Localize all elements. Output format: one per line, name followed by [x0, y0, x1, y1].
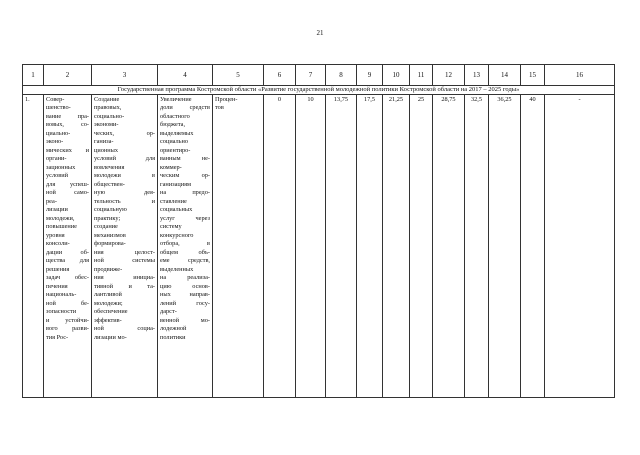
indicator-cell — [158, 95, 213, 398]
text-line: ционных — [94, 146, 119, 154]
indicator-value: 17,5 — [363, 96, 376, 103]
row-number-cell — [23, 95, 44, 398]
column-number: 16 — [545, 65, 615, 86]
text-line: ной социа- — [94, 325, 155, 333]
text-line: условий — [46, 172, 68, 180]
text-line: венной мо- — [160, 316, 210, 324]
text-line: услуг через — [160, 214, 210, 222]
column-number: 15 — [521, 65, 545, 86]
text-line: доли средств — [160, 104, 210, 112]
text-line: ния инициа- — [94, 274, 155, 282]
text-line: ческих, ор- — [94, 129, 155, 137]
value-cell — [357, 95, 383, 398]
text-line: ганиза- — [94, 138, 114, 146]
text-line: ную дея- — [94, 189, 155, 197]
text-line: циально- — [46, 129, 71, 137]
column-number: 5 — [213, 65, 264, 86]
text-line: дарст- — [160, 308, 177, 316]
text-line: ческим ор- — [160, 172, 210, 180]
text-line: тов — [215, 104, 224, 112]
text-line: молодежи; — [94, 299, 123, 307]
text-line: продвиже- — [94, 265, 123, 273]
text-line: коммер- — [160, 163, 182, 171]
indicator-value-final: - — [578, 96, 581, 103]
task-cell — [44, 95, 92, 398]
text-line: уровня — [46, 231, 65, 239]
column-number: 10 — [383, 65, 410, 86]
indicator-value: 21,25 — [388, 96, 404, 103]
text-line: лизации мо- — [94, 333, 127, 341]
text-line: ной системы — [94, 257, 155, 265]
column-number: 4 — [158, 65, 213, 86]
text-line: дации об- — [46, 248, 89, 256]
text-line: лодежной — [160, 325, 187, 333]
text-line: лений госу- — [160, 299, 210, 307]
text-line: формирова- — [94, 240, 126, 248]
text-line: зопасности — [46, 308, 77, 316]
text-line: лантливой — [94, 291, 122, 299]
text-line: молодежи, — [46, 214, 75, 222]
program-title: Государственная программа Костромской области «Развитие государственной молодежной политики Костромской области на 2017 – 2025 годы» — [23, 86, 615, 95]
text-line: социально- — [94, 112, 125, 120]
text-line: цию основ- — [160, 282, 210, 290]
column-number: 14 — [489, 65, 521, 86]
text-line: экономи- — [94, 121, 119, 129]
text-line: шенство- — [46, 104, 71, 112]
text-line: молодежи в — [94, 172, 155, 180]
text-line: тельность и — [94, 197, 155, 205]
text-line: ной бе- — [46, 299, 89, 307]
text-line: для успеш- — [46, 180, 89, 188]
text-line: повышение — [46, 223, 77, 231]
indicator-text — [158, 95, 212, 343]
value-cell — [489, 95, 521, 398]
text-line: консоли- — [46, 240, 70, 248]
column-number: 6 — [264, 65, 296, 86]
text-line: лизации — [46, 206, 68, 214]
text-line: эконо- — [46, 138, 64, 146]
table-row — [23, 95, 615, 398]
text-line: ванным не- — [160, 155, 210, 163]
unit-cell — [213, 95, 264, 398]
value-cell — [545, 95, 615, 398]
text-line: областного — [160, 112, 190, 120]
text-line: ганизациям — [160, 180, 192, 188]
text-line: Увеличение — [160, 96, 192, 103]
row-number: 1. — [25, 96, 30, 103]
text-line: условий для — [94, 155, 155, 163]
text-line: ставление — [160, 197, 187, 205]
text-line: печения — [46, 282, 68, 290]
indicator-value: 0 — [277, 96, 282, 103]
text-line: тивной и та- — [94, 282, 155, 290]
text-line: вовлечения — [94, 163, 125, 171]
text-line: выделяемых — [160, 129, 194, 137]
indicator-value: 40 — [529, 96, 536, 103]
column-number: 2 — [44, 65, 92, 86]
value-cell — [410, 95, 433, 398]
text-line: на предо- — [160, 189, 210, 197]
column-number: 9 — [357, 65, 383, 86]
text-line: обеспечение — [94, 308, 128, 316]
goal-cell — [92, 95, 158, 398]
text-line: социально — [160, 138, 189, 146]
goal-text — [92, 95, 157, 343]
text-line: механизмов — [94, 231, 126, 239]
text-line: и устойчи- — [46, 316, 89, 324]
value-cell — [383, 95, 410, 398]
text-line: решения — [46, 265, 70, 273]
text-line: практику; — [94, 214, 121, 222]
text-line: еме средств, — [160, 257, 210, 265]
text-line: задач обес- — [46, 274, 89, 282]
text-line: Создание — [94, 96, 120, 103]
text-line: конкурсного — [160, 231, 194, 239]
text-line: политики — [160, 333, 186, 341]
value-cell — [433, 95, 465, 398]
text-line: Совер- — [46, 96, 65, 103]
text-line: отбора, в — [160, 240, 210, 248]
text-line: тия Рос- — [46, 333, 69, 341]
program-banner-row — [23, 86, 615, 95]
text-line: бюджета, — [160, 121, 186, 129]
column-number: 1 — [23, 65, 44, 86]
value-cell — [296, 95, 326, 398]
text-line: зационных — [46, 163, 76, 171]
column-number: 7 — [296, 65, 326, 86]
column-number: 8 — [326, 65, 357, 86]
text-line: систему — [160, 223, 182, 231]
text-line: обществен- — [94, 180, 125, 188]
text-line: общем объ- — [160, 248, 210, 256]
text-line: вого разви- — [46, 325, 89, 333]
text-line: ния целост- — [94, 248, 155, 256]
column-number-row — [23, 65, 615, 86]
indicator-value: 25 — [417, 96, 425, 103]
text-line: социальных — [160, 206, 193, 214]
text-line: на реализа- — [160, 274, 210, 282]
value-cell — [326, 95, 357, 398]
value-cell — [465, 95, 489, 398]
column-number: 3 — [92, 65, 158, 86]
text-line: вовых, со- — [46, 121, 89, 129]
text-line: эффектив- — [94, 316, 122, 324]
value-cell — [521, 95, 545, 398]
text-line: мических и — [46, 146, 89, 154]
indicator-value: 10 — [307, 96, 314, 103]
text-line: ной само- — [46, 189, 89, 197]
text-line: Процен- — [215, 96, 238, 103]
text-line: ных направ- — [160, 291, 210, 299]
column-number: 13 — [465, 65, 489, 86]
text-line: правовых, — [94, 104, 122, 112]
text-line: создание — [94, 223, 118, 231]
unit-text — [213, 95, 263, 114]
task-text — [44, 95, 91, 343]
text-line: щества для — [46, 257, 89, 265]
indicator-value: 36,25 — [497, 96, 512, 103]
program-indicators-table — [22, 64, 615, 398]
page-number: 21 — [316, 29, 324, 37]
text-line: реа- — [46, 197, 57, 205]
column-number: 12 — [433, 65, 465, 86]
text-line: ориентиро- — [160, 146, 191, 154]
text-line: выделенных — [160, 265, 194, 273]
column-number: 11 — [410, 65, 433, 86]
text-line: вание пра- — [46, 112, 89, 120]
text-line: органи- — [46, 155, 67, 163]
indicator-value: 32,5 — [470, 96, 483, 103]
indicator-value: 28,75 — [441, 96, 456, 103]
value-cell — [264, 95, 296, 398]
text-line: социальную — [94, 206, 127, 214]
indicator-value: 13,75 — [333, 96, 349, 103]
text-line: националь- — [46, 291, 77, 299]
